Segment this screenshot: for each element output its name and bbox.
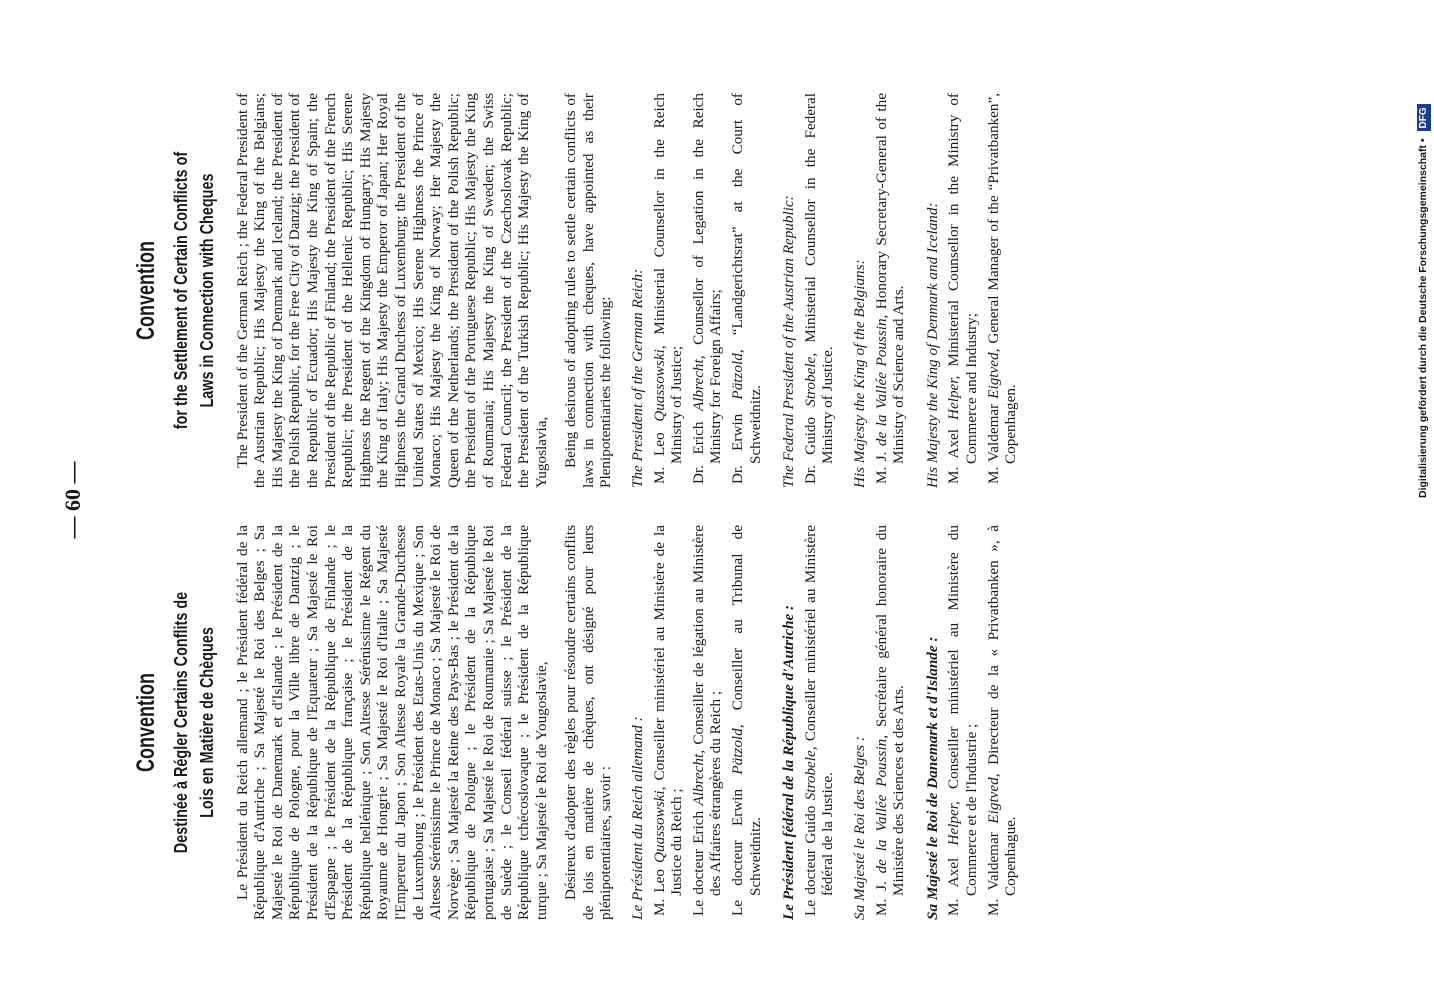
entry-surname: Helper,	[945, 801, 963, 846]
english-plenipotentiary-eigtved	[985, 93, 1020, 488]
entry-prefix: Dr. Erich	[689, 410, 707, 484]
entry-prefix: M. Leo	[650, 421, 668, 484]
entry-prefix: Le docteur Guido	[801, 800, 819, 916]
english-subtitle	[168, 136, 220, 444]
english-heading-austria: The Federal President of the Austrian Republic:	[780, 195, 798, 488]
entry-surname: Pätzold,	[729, 724, 747, 775]
page-number-value: 60	[60, 489, 85, 511]
entry-prefix: Dr. Guido	[801, 406, 819, 484]
entry-prefix: Le docteur Erich	[689, 805, 707, 916]
entry-title: “Landgerichtsrat” at the Court of Schweidnitz.	[729, 93, 764, 464]
entry-title: Conseiller de légation au Ministère des Affaires étrangères du Reich ;	[689, 525, 725, 896]
entry-title: Ministerial Counsellor in the Federal Ministry of Justice.	[801, 93, 837, 464]
french-heading-belgium: Sa Majesté le Roi des Belges :	[851, 736, 868, 920]
entry-prefix: M. Leo	[650, 862, 668, 916]
entry-surname: Quassowski,	[650, 786, 668, 863]
english-heading-belgium: His Majesty the King of the Belgians:	[851, 259, 868, 488]
dfg-logo: DFG	[1417, 104, 1431, 131]
english-subtitle-line-2: Laws in Connection with Cheques	[195, 173, 217, 408]
entry-title: Conseiller ministériel au Ministère du Commerce et de l'Industrie ;	[945, 525, 980, 896]
entry-title: Directeur de la « Privatbanken », à Copenhague.	[984, 524, 1020, 896]
french-plenipotentiary-patzold	[729, 525, 764, 920]
digitization-notice	[1412, 8, 1434, 498]
french-plenipotentiary-helper	[945, 525, 980, 920]
english-plenipotentiary-quassowski	[651, 93, 686, 488]
french-heading-denmark: Sa Majesté le Roi de Danemark et d'Islande :	[923, 636, 941, 920]
english-preamble: The President of the German Reich ; the Federal President of the Austrian Republic; His Majesty the King of the Belgians; His Majesty the King of Denmark and Iceland; the President of the Polish Republic, for the Free City of Danzig; the President of the Republic of Ecuador; His Majesty the King of Spain; the President of the Republic of Finland; the President of the French Republic; the President of the Hellenic Republic; His Serene Highness the Regent of the Kingdom of Hungary; His Majesty the King of Italy; His Majesty the Emperor of Japan; Her Royal Highness the Grand Duchess of Luxemburg; the President of the United States of Mexico; His Serene Highness the Prince of Monaco; His Majesty the King of Norway; Her Majesty the Queen of the Netherlands; the President of the Polish Republic; the President of the Portuguese Republic; His Majesty the King of Roumania; His Majesty the King of Sweden; the Swiss Federal Council; the President of the Czechoslovak Republic; the President of the Turkish Republic; His Majesty the King of Yugoslavia,	[233, 93, 550, 488]
entry-prefix: M. Axel	[945, 845, 963, 916]
french-subtitle-line-2: Lois en Matière de Chèques	[195, 627, 217, 818]
french-heading-austria: Le Président fédéral de la République d'Autriche :	[780, 604, 798, 920]
entry-title: Counsellor of Legation in the Reich Ministry for Foreign Affairs;	[689, 92, 725, 464]
entry-surname: de la Vallée Poussin,	[872, 314, 890, 447]
english-heading-german-reich: The President of the German Reich:	[629, 268, 647, 488]
entry-prefix: Le docteur Erwin	[729, 774, 747, 916]
english-title: Convention	[132, 241, 160, 340]
entry-prefix: Dr. Erwin	[729, 399, 747, 484]
french-preamble: Le Président du Reich allemand ; le Président fédéral de la République d'Autriche ; Sa Majesté le Roi des Belges ; Sa Majesté le Roi de Danemark et d'Islande ; le Président de la République de Pologne, pour la Ville libre de Dantzig ; le Président de la République de l'Equateur ; Sa Majesté le Roi d'Espagne ; le Président de la République de Finlande ; le Président de la République française ; le Président de la République hellénique ; Son Altesse Sérénissime le Régent du Royaume de Hongrie ; Sa Majesté le Roi d'Italie ; Sa Majesté l'Empereur du Japon ; Son Altesse Royale la Grande-Duchesse de Luxembourg ; le Président des Etats-Unis du Mexique ; Son Altesse Sérénissime le Prince de Monaco ; Sa Majesté le Roi de Norvège ; Sa Majesté la Reine des Pays-Bas ; le Président de la République de Pologne ; le Président de la République portugaise ; Sa Majesté le Roi de Roumanie ; Sa Majesté le Roi de Suède ; le Conseil fédéral suisse ; le Président de la République tchécoslovaque ; le Président de la République turque ; Sa Majesté le Roi de Yougoslavie,	[233, 525, 550, 920]
entry-surname: Helper,	[945, 375, 963, 420]
entry-prefix: M. Axel	[945, 419, 963, 484]
entry-title: Conseiller ministériel au Ministère fédéral de la Justice.	[801, 524, 837, 896]
english-plenipotentiary-albrecht	[690, 93, 725, 488]
french-plenipotentiary-quassowski	[651, 525, 686, 920]
entry-surname: Strobele,	[801, 352, 819, 407]
french-plenipotentiary-eigtved	[985, 525, 1020, 920]
entry-surname: Quassowski,	[650, 345, 668, 422]
french-heading-german-reich: Le Président du Reich allemand :	[629, 716, 647, 920]
french-plenipotentiary-albrecht	[690, 525, 725, 920]
french-purpose-paragraph: Désireux d'adopter des règles pour résoudre certains conflits de lois en matière de chèques, ont désigné pour leurs plénipotentiaires, savoir :	[562, 525, 615, 920]
entry-title: Ministerial Counsellor in the Ministry of Commerce and Industry;	[945, 93, 980, 464]
entry-prefix: M. J.	[872, 446, 890, 484]
entry-surname: Eigtved,	[984, 348, 1002, 399]
page-number: — 60 —	[60, 461, 85, 539]
english-plenipotentiary-patzold	[729, 93, 764, 488]
english-column	[128, 93, 1024, 488]
entry-title: General Manager of the “Privatbanken”, Copenhagen.	[984, 93, 1020, 464]
french-subtitle	[168, 568, 220, 876]
entry-surname: Strobele,	[801, 746, 819, 801]
digitization-sidebar	[1410, 8, 1432, 498]
french-plenipotentiary-poussin	[873, 525, 908, 920]
entry-surname: Albrecht,	[689, 749, 707, 806]
entry-prefix: M. J.	[872, 873, 890, 916]
entry-title: Secrétaire général honoraire du Ministère des Sciences et des Arts.	[872, 525, 908, 896]
entry-title: Ministerial Counsellor in the Reich Ministry of Justice;	[650, 93, 686, 464]
entry-title: Honorary Secretary-General of the Ministry of Science and Arts.	[872, 93, 908, 464]
entry-surname: Eigtved,	[984, 773, 1002, 824]
entry-title: Conseiller ministériel au Ministère de la Justice du Reich ;	[650, 524, 686, 896]
entry-title: Conseiller au Tribunal de Schweidnitz.	[729, 525, 764, 896]
english-subtitle-line-1: for the Settlement of Certain Conflicts of	[169, 151, 191, 430]
french-plenipotentiary-strobele	[802, 525, 837, 920]
french-subtitle-line-1: Destinée à Régler Certains Conflits de	[169, 591, 191, 854]
english-purpose-paragraph: Being desirous of adopting rules to settle certain conflicts of laws in connection with cheques, have appointed as their Plenipotentiaries the following:	[562, 93, 615, 488]
english-plenipotentiary-helper	[945, 93, 980, 488]
entry-surname: Albrecht,	[689, 355, 707, 411]
entry-prefix: M. Valdemar	[984, 398, 1002, 484]
english-heading-denmark: His Majesty the King of Denmark and Iceland:	[923, 202, 941, 488]
french-column	[128, 525, 1024, 920]
entry-surname: Pätzold,	[729, 349, 747, 400]
english-plenipotentiary-strobele	[802, 93, 837, 488]
digitization-notice-text: Digitalisierung gefördert durch die Deutsche Forschungsgemeinschaft •	[1417, 138, 1429, 498]
french-title: Convention	[132, 673, 160, 772]
entry-prefix: M. Valdemar	[984, 823, 1002, 916]
english-plenipotentiary-poussin	[873, 93, 908, 488]
entry-surname: de la Vallée Poussin,	[872, 734, 890, 874]
